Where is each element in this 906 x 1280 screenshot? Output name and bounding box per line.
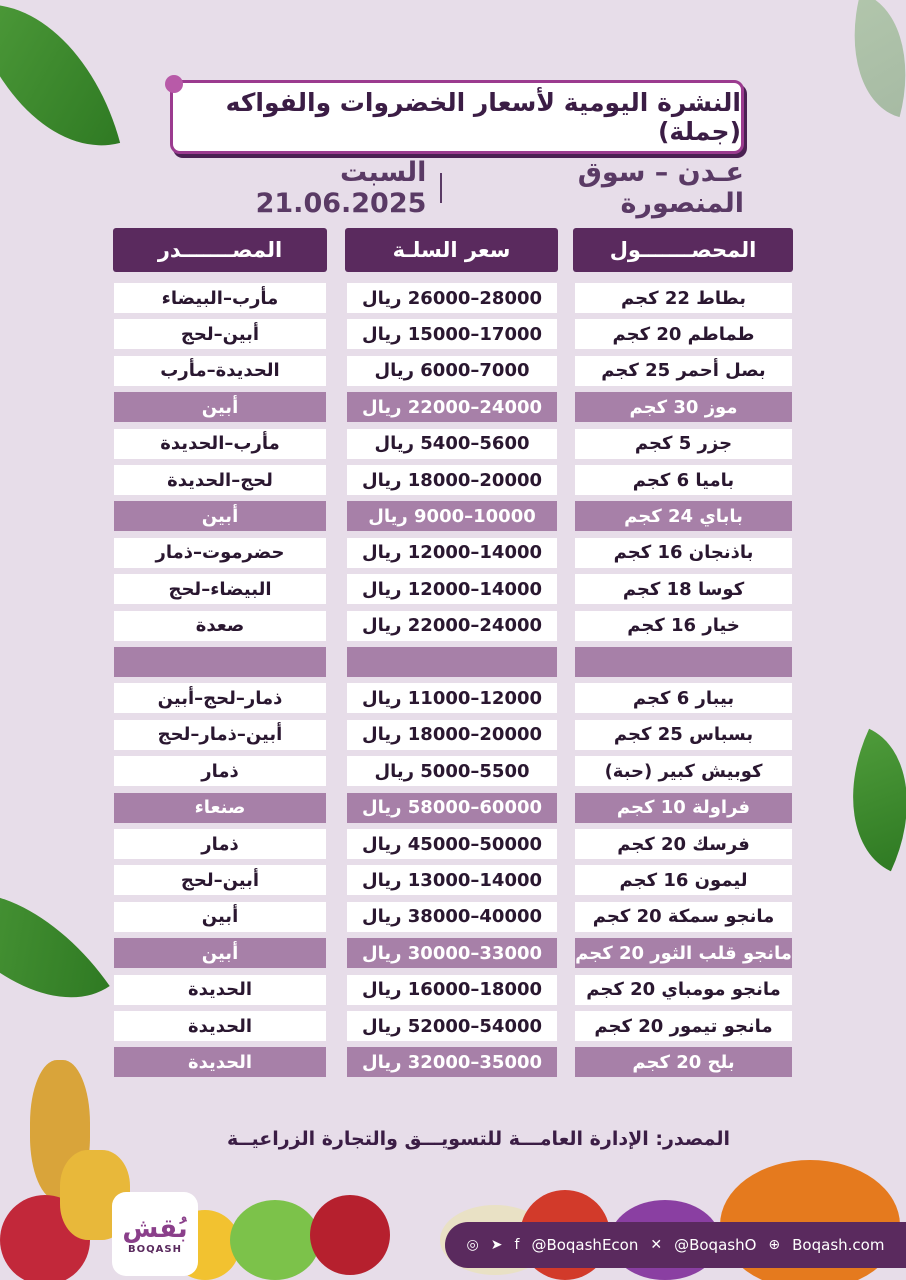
price-cell: 12000–11000 ريال	[347, 683, 557, 713]
price-cell: 10000–9000 ريال	[347, 501, 557, 531]
source-cell: حضرموت–ذمار	[114, 538, 326, 568]
table-row	[0, 501, 906, 531]
bulletin-date: السبت 21.06.2025	[255, 157, 427, 219]
handle-x[interactable]: @BoqashO	[674, 1236, 757, 1254]
source-cell: صعدة	[114, 611, 326, 641]
price-cell: 54000–52000 ريال	[347, 1011, 557, 1041]
market-location: عـدن – سوق المنصورة	[577, 157, 744, 219]
product-cell	[575, 647, 792, 677]
source-cell: أبين–لحج	[114, 865, 326, 895]
price-cell: 20000–18000 ريال	[347, 720, 557, 750]
source-cell: الحديدة	[114, 975, 326, 1005]
price-cell: 18000–16000 ريال	[347, 975, 557, 1005]
product-cell: باباي 24 كجم	[575, 501, 792, 531]
table-row	[0, 574, 906, 604]
product-cell: بسباس 25 كجم	[575, 720, 792, 750]
price-cell: 5600–5400 ريال	[347, 429, 557, 459]
source-cell: البيضاء–لحج	[114, 574, 326, 604]
table-row	[0, 1011, 906, 1041]
source-cell: أبين	[114, 501, 326, 531]
table-row	[0, 647, 906, 677]
source-cell	[114, 647, 326, 677]
leaf-decoration	[832, 0, 906, 117]
price-cell: 20000–18000 ريال	[347, 465, 557, 495]
product-cell: فراولة 10 كجم	[575, 793, 792, 823]
subtitle	[170, 157, 744, 219]
source-cell: أبين	[114, 392, 326, 422]
table-row	[0, 465, 906, 495]
table-row	[0, 1047, 906, 1077]
subtitle-separator	[440, 173, 442, 203]
source-cell: الحديدة–مأرب	[114, 356, 326, 386]
source-cell: ذمار	[114, 756, 326, 786]
table-row	[0, 793, 906, 823]
source-note: المصدر: الإدارة العامـــة للتسويـــق والتجارة الزراعيــة	[226, 1128, 730, 1150]
price-cell: 60000–58000 ريال	[347, 793, 557, 823]
website-link[interactable]: Boqash.com	[792, 1236, 885, 1254]
table-row	[0, 319, 906, 349]
product-cell: طماطم 20 كجم	[575, 319, 792, 349]
product-cell: مانجو مومباي 20 كجم	[575, 975, 792, 1005]
table-row	[0, 683, 906, 713]
table-row	[0, 538, 906, 568]
fruit-decoration	[230, 1200, 320, 1280]
header-source: المصـــــــدر	[113, 228, 327, 272]
product-cell: مانجو سمكة 20 كجم	[575, 902, 792, 932]
page-title: النشرة اليومية لأسعار الخضروات والفواكه (جملة)	[225, 88, 741, 146]
price-cell: 24000–22000 ريال	[347, 611, 557, 641]
product-cell: مانجو قلب الثور 20 كجم	[575, 938, 792, 968]
product-cell: بطاط 22 كجم	[575, 283, 792, 313]
price-cell: 50000–45000 ريال	[347, 829, 557, 859]
product-cell: جزر 5 كجم	[575, 429, 792, 459]
product-cell: باذنجان 16 كجم	[575, 538, 792, 568]
source-cell: أبين	[114, 938, 326, 968]
product-cell: باميا 6 كجم	[575, 465, 792, 495]
table-row	[0, 756, 906, 786]
handle-econ[interactable]: @BoqashEcon	[531, 1236, 639, 1254]
source-cell: الحديدة	[114, 1047, 326, 1077]
leaf-decoration	[0, 0, 120, 171]
logo-english: BOQASH	[128, 1243, 182, 1255]
fruit-decoration	[310, 1195, 390, 1275]
table-row	[0, 938, 906, 968]
table-row	[0, 283, 906, 313]
table-row	[0, 865, 906, 895]
table-row	[0, 829, 906, 859]
price-cell: 7000–6000 ريال	[347, 356, 557, 386]
source-cell: ذمار–لحج–أبين	[114, 683, 326, 713]
logo-arabic: بُقش	[122, 1213, 188, 1244]
product-cell: بيبار 6 كجم	[575, 683, 792, 713]
source-cell: أبين	[114, 902, 326, 932]
product-cell: فرسك 20 كجم	[575, 829, 792, 859]
instagram-icon: ◎	[466, 1237, 479, 1253]
source-cell: مأرب–الحديدة	[114, 429, 326, 459]
product-cell: خيار 16 كجم	[575, 611, 792, 641]
table-row	[0, 392, 906, 422]
header-product: المحصـــــــول	[573, 228, 793, 272]
product-cell: بلح 20 كجم	[575, 1047, 792, 1077]
price-cell: 14000–13000 ريال	[347, 865, 557, 895]
price-cell: 24000–22000 ريال	[347, 392, 557, 422]
price-cell: 17000–15000 ريال	[347, 319, 557, 349]
telegram-icon: ➤	[490, 1237, 503, 1253]
product-cell: بصل أحمر 25 كجم	[575, 356, 792, 386]
title-box	[170, 80, 744, 154]
source-cell: أبين–ذمار–لحج	[114, 720, 326, 750]
price-cell	[347, 647, 557, 677]
table-row	[0, 720, 906, 750]
price-cell: 14000–12000 ريال	[347, 538, 557, 568]
table-row	[0, 356, 906, 386]
source-cell: مأرب–البيضاء	[114, 283, 326, 313]
x-icon: ✕	[650, 1237, 663, 1253]
title-dot	[165, 75, 183, 93]
product-cell: مانجو تيمور 20 كجم	[575, 1011, 792, 1041]
product-cell: موز 30 كجم	[575, 392, 792, 422]
source-cell: أبين–لحج	[114, 319, 326, 349]
source-cell: ذمار	[114, 829, 326, 859]
header-price: سعر السلـة	[345, 228, 558, 272]
product-cell: ليمون 16 كجم	[575, 865, 792, 895]
price-cell: 33000–30000 ريال	[347, 938, 557, 968]
table-row	[0, 902, 906, 932]
table-row	[0, 611, 906, 641]
product-cell: كوبيش كبير (حبة)	[575, 756, 792, 786]
source-cell: لحج–الحديدة	[114, 465, 326, 495]
price-cell: 35000–32000 ريال	[347, 1047, 557, 1077]
table-row	[0, 975, 906, 1005]
table-row	[0, 429, 906, 459]
price-cell: 5500–5000 ريال	[347, 756, 557, 786]
source-cell: الحديدة	[114, 1011, 326, 1041]
product-cell: كوسا 18 كجم	[575, 574, 792, 604]
facebook-icon: f	[514, 1237, 520, 1253]
price-cell: 14000–12000 ريال	[347, 574, 557, 604]
source-cell: صنعاء	[114, 793, 326, 823]
boqash-logo	[112, 1192, 198, 1276]
price-cell: 40000–38000 ريال	[347, 902, 557, 932]
globe-icon: ⊕	[768, 1237, 781, 1253]
price-cell: 28000–26000 ريال	[347, 283, 557, 313]
social-footer	[445, 1222, 906, 1268]
